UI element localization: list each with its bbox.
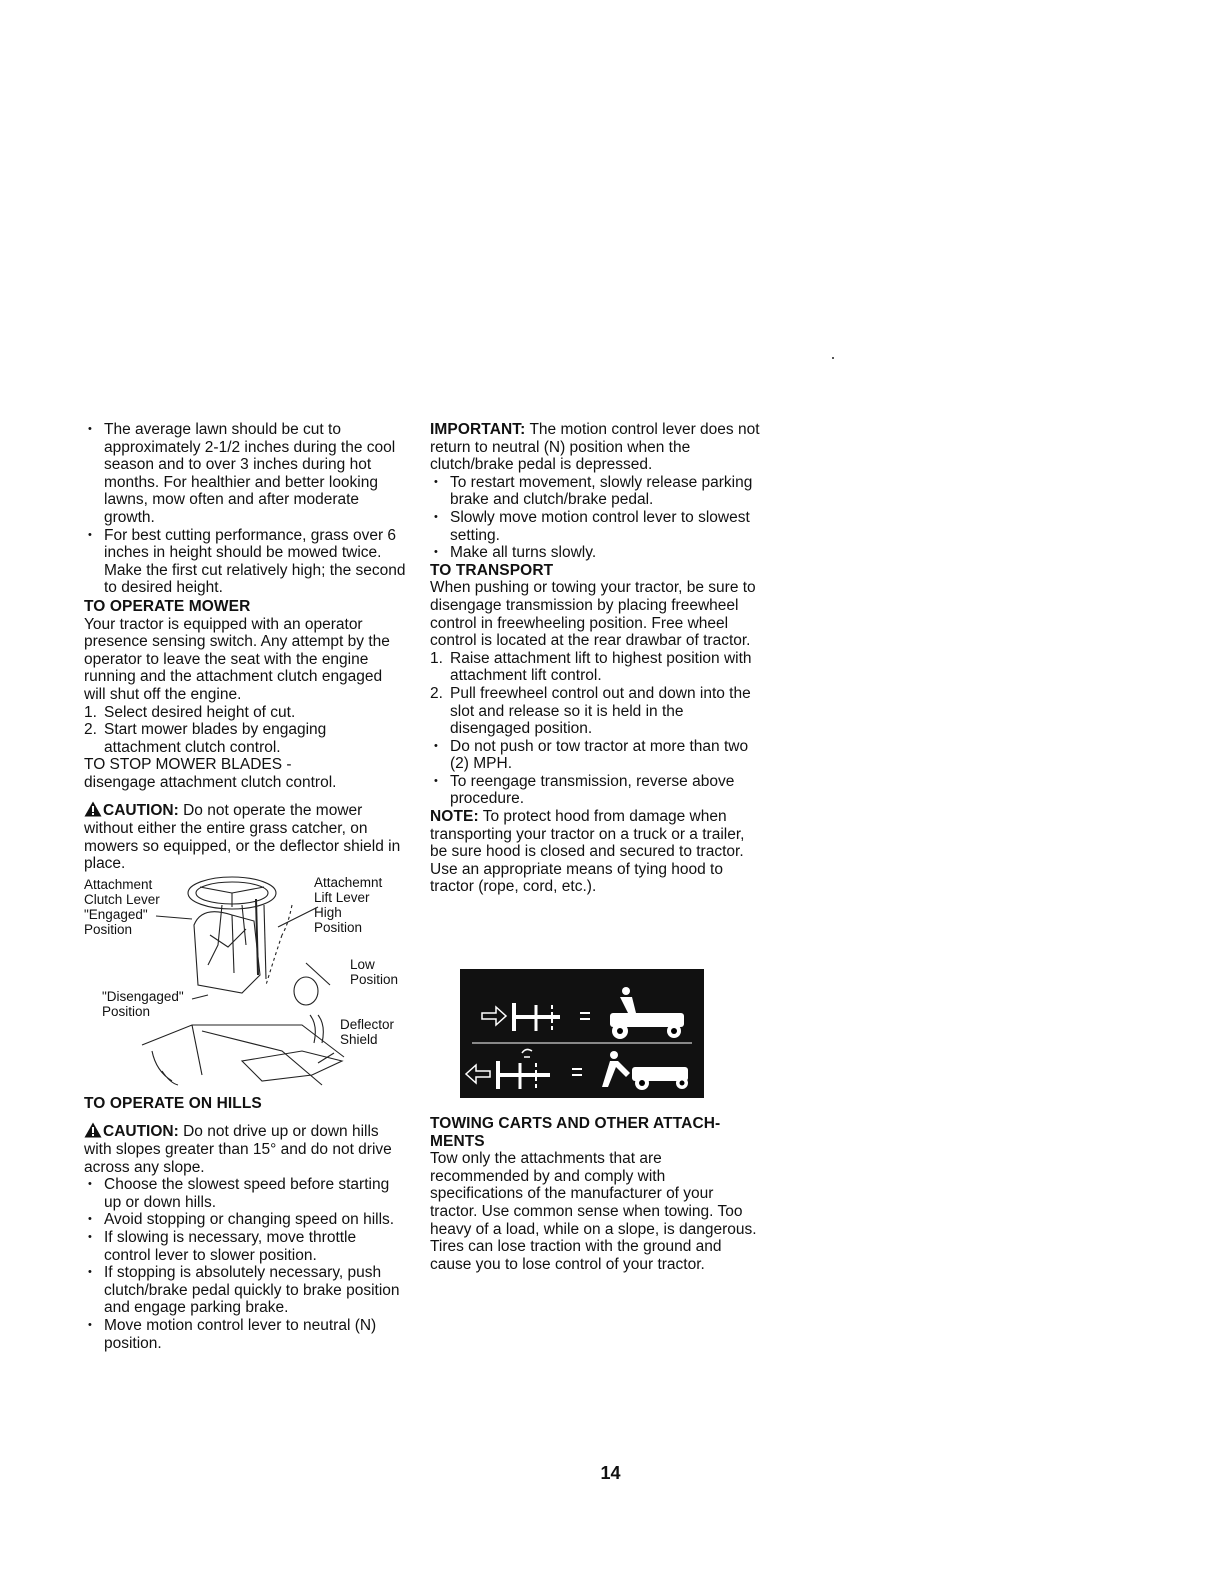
list-item: • To restart movement, slowly release parking brake and clutch/brake pedal. bbox=[430, 474, 760, 509]
caution-mower: CAUTION: Do not operate the mower without either the entire grass catcher, on mowers so equipped, or the deflector shield in place. bbox=[84, 802, 401, 873]
low-position-label: Low Position bbox=[350, 956, 399, 987]
page-number: 14 bbox=[600, 1463, 621, 1483]
warning-icon bbox=[84, 801, 102, 817]
list-item: • If slowing is necessary, move throttle control lever to slower position. bbox=[84, 1229, 406, 1264]
transport-text: When pushing or towing your tractor, be sure to disengage transmission by placing freewheel control in freewheeling position. Free wheel control is located at the rear drawbar of tractor. bbox=[430, 579, 756, 650]
stop-blades-heading: TO STOP MOWER BLADES - bbox=[84, 756, 292, 774]
list-item: 1. Raise attachment lift to highest position with attachment lift control. bbox=[430, 649, 752, 685]
list-item: • Slowly move motion control lever to slowest setting. bbox=[430, 509, 760, 544]
transport-steps bbox=[430, 650, 760, 738]
clutch-lever-engaged-label: Attachment Clutch Lever "Engaged" Position bbox=[84, 876, 160, 937]
hills-heading: TO OPERATE ON HILLS bbox=[84, 1094, 262, 1112]
scan-speck bbox=[832, 357, 834, 359]
freewheel-decal bbox=[460, 969, 704, 1098]
mower-steps bbox=[84, 704, 406, 757]
operate-mower-text: Your tractor is equipped with an operator presence sensing switch. Any attempt by the operator to leave the seat with the engine running and the attachment clutch engaged will shut off the engine. bbox=[84, 615, 390, 703]
right-column bbox=[430, 421, 760, 896]
transport-tips-list bbox=[430, 738, 760, 808]
list-item: • Do not push or tow tractor at more than two (2) MPH. bbox=[430, 738, 760, 773]
restart-tips-list bbox=[430, 474, 760, 562]
lift-lever-high-label: Attachemnt Lift Lever High Position bbox=[314, 874, 383, 935]
stop-blades-text: disengage attachment clutch control. bbox=[84, 773, 337, 791]
left-column bbox=[84, 421, 406, 1352]
towing-text: Tow only the attachments that are recommended by and comply with specifications of the manufacturer of your tractor. Use common sense when towing. Too heavy of a load, while on a slope, is dangerous. Tires can lose traction with the ground and cause you to lose control of your tractor. bbox=[430, 1150, 757, 1273]
caution-hills: CAUTION: Do not drive up or down hills with slopes greater than 15° and do not drive across any slope. bbox=[84, 1123, 392, 1176]
disengaged-position-label: "Disengaged" Position bbox=[102, 988, 184, 1019]
list-item: • To reengage transmission, reverse above procedure. bbox=[430, 773, 760, 808]
freewheel-decal-graphic bbox=[460, 969, 704, 1098]
list-item: • If stopping is absolutely necessary, push clutch/brake pedal quickly to brake position and engage parking brake. bbox=[84, 1264, 406, 1317]
list-item: 2. Start mower blades by engaging attachment clutch control. bbox=[84, 721, 327, 756]
list-item: • Move motion control lever to neutral (N) position. bbox=[84, 1317, 406, 1352]
deflector-shield-label: Deflector Shield bbox=[340, 1016, 395, 1047]
list-item: • Make all turns slowly. bbox=[430, 544, 760, 562]
towing-heading: TOWING CARTS AND OTHER ATTACH-MENTS bbox=[430, 1115, 721, 1150]
towing-section bbox=[430, 1115, 760, 1273]
list-item: • The average lawn should be cut to approximately 2-1/2 inches during the cool season and to over 3 inches during hot months. For healthier and better looking lawns, mow often and after moderate growth. bbox=[84, 421, 406, 527]
transport-heading: TO TRANSPORT bbox=[430, 561, 554, 579]
warning-icon bbox=[84, 1122, 102, 1138]
list-item: 1. Select desired height of cut. bbox=[84, 703, 296, 721]
list-item: • Avoid stopping or changing speed on hills. bbox=[84, 1211, 406, 1229]
operate-mower-heading: TO OPERATE MOWER bbox=[84, 597, 251, 615]
mower-controls-illustration bbox=[82, 875, 412, 1087]
list-item: 2. Pull freewheel control out and down into the slot and release so it is held in the disengaged position. bbox=[430, 684, 751, 738]
list-item: • For best cutting performance, grass over 6 inches in height should be mowed twice. Make the first cut relatively high; the second to desired height. bbox=[84, 527, 406, 597]
list-item: • Choose the slowest speed before starting up or down hills. bbox=[84, 1176, 406, 1211]
hills-tips-list bbox=[84, 1176, 406, 1352]
important-note: IMPORTANT: The motion control lever does not return to neutral (N) position when the clutch/brake pedal is depressed. bbox=[430, 421, 760, 474]
transport-note: NOTE: To protect hood from damage when transporting your tractor on a truck or a trailer, be sure hood is closed and secured to tractor. Use an appropriate means of tying hood to tractor (rope, cord, etc.). bbox=[430, 808, 745, 896]
mowing-tips-list bbox=[84, 421, 406, 597]
